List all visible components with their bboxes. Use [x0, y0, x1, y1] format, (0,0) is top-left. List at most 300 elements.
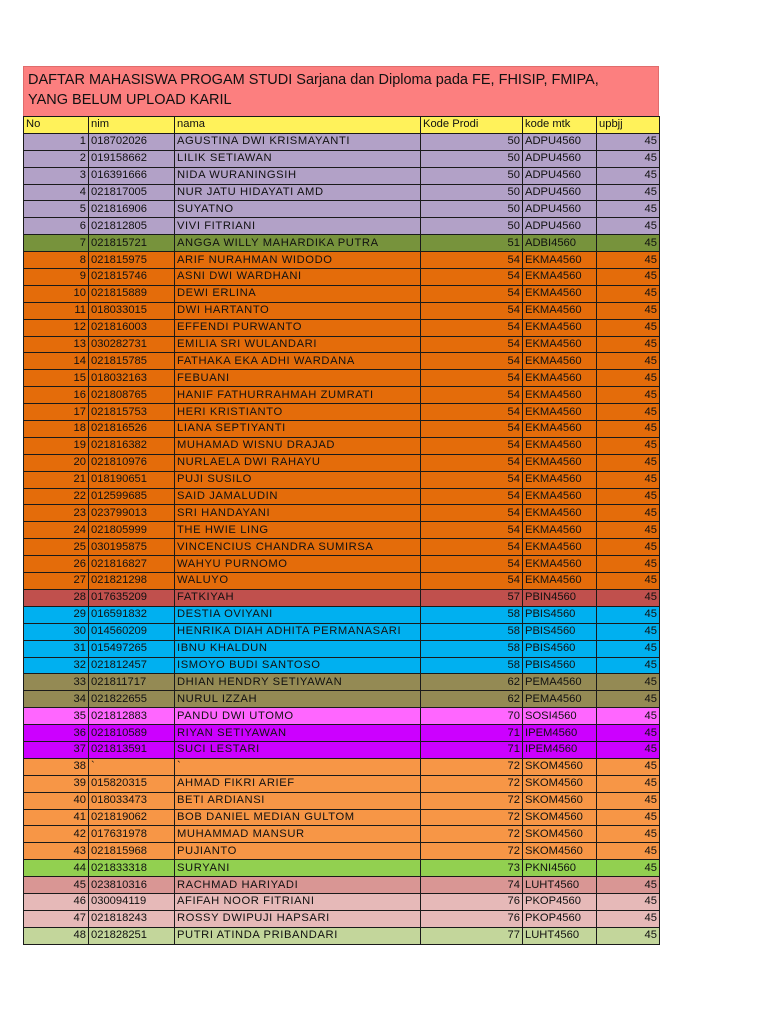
- cell-kode-mtk[interactable]: PBIS4560: [523, 657, 597, 674]
- cell-nama[interactable]: WAHYU PURNOMO: [175, 556, 421, 573]
- cell-upbjj[interactable]: 45: [597, 860, 660, 877]
- cell-upbjj[interactable]: 45: [597, 674, 660, 691]
- cell-nim[interactable]: 021816827: [89, 556, 175, 573]
- cell-no[interactable]: 15: [24, 370, 89, 387]
- cell-no[interactable]: 20: [24, 454, 89, 471]
- cell-kode-mtk[interactable]: EKMA4560: [523, 285, 597, 302]
- cell-nim[interactable]: 023799013: [89, 505, 175, 522]
- cell-kode-mtk[interactable]: EKMA4560: [523, 556, 597, 573]
- cell-kode-prodi[interactable]: 58: [421, 606, 523, 623]
- cell-no[interactable]: 16: [24, 387, 89, 404]
- header-no[interactable]: No: [24, 117, 89, 134]
- cell-nim[interactable]: 023810316: [89, 877, 175, 894]
- cell-no[interactable]: 38: [24, 758, 89, 775]
- cell-nama[interactable]: DEWI ERLINA: [175, 285, 421, 302]
- cell-no[interactable]: 37: [24, 741, 89, 758]
- cell-kode-mtk[interactable]: LUHT4560: [523, 927, 597, 944]
- cell-nim[interactable]: 016591832: [89, 606, 175, 623]
- cell-no[interactable]: 22: [24, 488, 89, 505]
- cell-kode-mtk[interactable]: ADPU4560: [523, 201, 597, 218]
- cell-nim[interactable]: 018032163: [89, 370, 175, 387]
- cell-nama[interactable]: RIYAN SETIYAWAN: [175, 725, 421, 742]
- cell-nim[interactable]: 021815753: [89, 404, 175, 421]
- cell-upbjj[interactable]: 45: [597, 792, 660, 809]
- cell-kode-mtk[interactable]: IPEM4560: [523, 741, 597, 758]
- table-row: [24, 319, 660, 336]
- cell-nim[interactable]: 021815968: [89, 843, 175, 860]
- cell-kode-mtk[interactable]: PBIS4560: [523, 640, 597, 657]
- cell-nim[interactable]: 015497265: [89, 640, 175, 657]
- cell-nim[interactable]: 021813591: [89, 741, 175, 758]
- cell-kode-mtk[interactable]: EKMA4560: [523, 252, 597, 269]
- cell-nama[interactable]: MUHAMAD WISNU DRAJAD: [175, 437, 421, 454]
- cell-no[interactable]: 46: [24, 893, 89, 910]
- cell-nim[interactable]: 021812805: [89, 218, 175, 235]
- cell-no[interactable]: 5: [24, 201, 89, 218]
- cell-nama[interactable]: VIVI FITRIANI: [175, 218, 421, 235]
- cell-kode-mtk[interactable]: PBIS4560: [523, 606, 597, 623]
- cell-kode-mtk[interactable]: EKMA4560: [523, 539, 597, 556]
- cell-kode-prodi[interactable]: 76: [421, 910, 523, 927]
- cell-no[interactable]: 2: [24, 150, 89, 167]
- cell-upbjj[interactable]: 45: [597, 437, 660, 454]
- cell-nim[interactable]: 021810976: [89, 454, 175, 471]
- cell-kode-mtk[interactable]: EKMA4560: [523, 319, 597, 336]
- cell-upbjj[interactable]: 45: [597, 640, 660, 657]
- sheet-title: [23, 66, 659, 116]
- cell-no[interactable]: 13: [24, 336, 89, 353]
- cell-upbjj[interactable]: 45: [597, 775, 660, 792]
- cell-upbjj[interactable]: 45: [597, 573, 660, 590]
- cell-kode-prodi[interactable]: 72: [421, 826, 523, 843]
- cell-nama[interactable]: SUCI LESTARI: [175, 741, 421, 758]
- cell-kode-mtk[interactable]: SKOM4560: [523, 758, 597, 775]
- cell-nim[interactable]: 021817005: [89, 184, 175, 201]
- cell-upbjj[interactable]: 45: [597, 758, 660, 775]
- cell-nama[interactable]: NUR JATU HIDAYATI AMD: [175, 184, 421, 201]
- cell-nama[interactable]: ROSSY DWIPUJI HAPSARI: [175, 910, 421, 927]
- cell-no[interactable]: 24: [24, 522, 89, 539]
- cell-nim[interactable]: 021815746: [89, 269, 175, 286]
- cell-kode-prodi[interactable]: 57: [421, 589, 523, 606]
- cell-no[interactable]: 25: [24, 539, 89, 556]
- cell-kode-mtk[interactable]: EKMA4560: [523, 505, 597, 522]
- cell-kode-mtk[interactable]: EKMA4560: [523, 573, 597, 590]
- cell-nama[interactable]: HENRIKA DIAH ADHITA PERMANASARI: [175, 623, 421, 640]
- cell-no[interactable]: 21: [24, 471, 89, 488]
- cell-kode-mtk[interactable]: EKMA4560: [523, 471, 597, 488]
- cell-nama[interactable]: VINCENCIUS CHANDRA SUMIRSA: [175, 539, 421, 556]
- cell-kode-mtk[interactable]: EKMA4560: [523, 404, 597, 421]
- cell-upbjj[interactable]: 45: [597, 708, 660, 725]
- cell-upbjj[interactable]: 45: [597, 336, 660, 353]
- cell-no[interactable]: 17: [24, 404, 89, 421]
- cell-kode-prodi[interactable]: 62: [421, 691, 523, 708]
- cell-nim[interactable]: 030282731: [89, 336, 175, 353]
- cell-nama[interactable]: HERI KRISTIANTO: [175, 404, 421, 421]
- cell-kode-prodi[interactable]: 54: [421, 471, 523, 488]
- cell-no[interactable]: 29: [24, 606, 89, 623]
- cell-no[interactable]: 31: [24, 640, 89, 657]
- cell-no[interactable]: 42: [24, 826, 89, 843]
- cell-no[interactable]: 33: [24, 674, 89, 691]
- cell-no[interactable]: 18: [24, 421, 89, 438]
- cell-kode-prodi[interactable]: 54: [421, 353, 523, 370]
- cell-kode-prodi[interactable]: 54: [421, 404, 523, 421]
- cell-upbjj[interactable]: 45: [597, 589, 660, 606]
- cell-upbjj[interactable]: 45: [597, 167, 660, 184]
- cell-kode-mtk[interactable]: IPEM4560: [523, 725, 597, 742]
- cell-nim[interactable]: 030195875: [89, 539, 175, 556]
- cell-upbjj[interactable]: 45: [597, 826, 660, 843]
- cell-nama[interactable]: `: [175, 758, 421, 775]
- cell-kode-prodi[interactable]: 50: [421, 218, 523, 235]
- cell-nim[interactable]: 021815721: [89, 235, 175, 252]
- cell-nim[interactable]: 018702026: [89, 133, 175, 150]
- cell-nim[interactable]: 021810589: [89, 725, 175, 742]
- cell-no[interactable]: 36: [24, 725, 89, 742]
- cell-upbjj[interactable]: 45: [597, 184, 660, 201]
- cell-upbjj[interactable]: 45: [597, 927, 660, 944]
- cell-nama[interactable]: SUYATNO: [175, 201, 421, 218]
- cell-nim[interactable]: 021811717: [89, 674, 175, 691]
- cell-nama[interactable]: THE HWIE LING: [175, 522, 421, 539]
- cell-upbjj[interactable]: 45: [597, 556, 660, 573]
- cell-kode-mtk[interactable]: SKOM4560: [523, 843, 597, 860]
- cell-kode-prodi[interactable]: 54: [421, 556, 523, 573]
- cell-nama[interactable]: AGUSTINA DWI KRISMAYANTI: [175, 133, 421, 150]
- cell-kode-mtk[interactable]: PEMA4560: [523, 691, 597, 708]
- cell-kode-prodi[interactable]: 50: [421, 201, 523, 218]
- cell-nim[interactable]: 018033015: [89, 302, 175, 319]
- cell-nama[interactable]: BOB DANIEL MEDIAN GULTOM: [175, 809, 421, 826]
- cell-upbjj[interactable]: 45: [597, 488, 660, 505]
- cell-kode-mtk[interactable]: SKOM4560: [523, 792, 597, 809]
- cell-nim[interactable]: 014560209: [89, 623, 175, 640]
- cell-nama[interactable]: DESTIA OVIYANI: [175, 606, 421, 623]
- cell-kode-prodi[interactable]: 54: [421, 387, 523, 404]
- cell-kode-mtk[interactable]: PKOP4560: [523, 893, 597, 910]
- cell-nim[interactable]: 021821298: [89, 573, 175, 590]
- cell-nama[interactable]: NIDA WURANINGSIH: [175, 167, 421, 184]
- cell-upbjj[interactable]: 45: [597, 454, 660, 471]
- cell-kode-prodi[interactable]: 54: [421, 437, 523, 454]
- cell-kode-prodi[interactable]: 54: [421, 488, 523, 505]
- cell-upbjj[interactable]: 45: [597, 606, 660, 623]
- cell-nama[interactable]: PUJI SUSILO: [175, 471, 421, 488]
- cell-nama[interactable]: EMILIA SRI WULANDARI: [175, 336, 421, 353]
- cell-nim[interactable]: `: [89, 758, 175, 775]
- cell-kode-prodi[interactable]: 50: [421, 184, 523, 201]
- cell-upbjj[interactable]: 45: [597, 353, 660, 370]
- cell-no[interactable]: 47: [24, 910, 89, 927]
- cell-upbjj[interactable]: 45: [597, 269, 660, 286]
- cell-no[interactable]: 44: [24, 860, 89, 877]
- table-row: [24, 674, 660, 691]
- cell-nim[interactable]: 021812883: [89, 708, 175, 725]
- cell-no[interactable]: 19: [24, 437, 89, 454]
- cell-kode-prodi[interactable]: 54: [421, 539, 523, 556]
- cell-kode-prodi[interactable]: 62: [421, 674, 523, 691]
- cell-upbjj[interactable]: 45: [597, 235, 660, 252]
- cell-nim[interactable]: 021805999: [89, 522, 175, 539]
- cell-kode-prodi[interactable]: 54: [421, 421, 523, 438]
- cell-upbjj[interactable]: 45: [597, 133, 660, 150]
- cell-upbjj[interactable]: 45: [597, 725, 660, 742]
- cell-kode-prodi[interactable]: 72: [421, 758, 523, 775]
- cell-upbjj[interactable]: 45: [597, 404, 660, 421]
- cell-nama[interactable]: BETI ARDIANSI: [175, 792, 421, 809]
- cell-no[interactable]: 11: [24, 302, 89, 319]
- cell-nim[interactable]: 021815785: [89, 353, 175, 370]
- cell-kode-mtk[interactable]: SKOM4560: [523, 826, 597, 843]
- cell-kode-prodi[interactable]: 77: [421, 927, 523, 944]
- cell-upbjj[interactable]: 45: [597, 201, 660, 218]
- cell-no[interactable]: 26: [24, 556, 89, 573]
- cell-upbjj[interactable]: 45: [597, 539, 660, 556]
- cell-nama[interactable]: LILIK SETIAWAN: [175, 150, 421, 167]
- cell-nim[interactable]: 017635209: [89, 589, 175, 606]
- cell-nim[interactable]: 030094119: [89, 893, 175, 910]
- cell-upbjj[interactable]: 45: [597, 843, 660, 860]
- header-nim[interactable]: nim: [89, 117, 175, 134]
- cell-kode-mtk[interactable]: EKMA4560: [523, 302, 597, 319]
- cell-kode-mtk[interactable]: SKOM4560: [523, 809, 597, 826]
- cell-nim[interactable]: 012599685: [89, 488, 175, 505]
- cell-no[interactable]: 32: [24, 657, 89, 674]
- cell-kode-mtk[interactable]: PKOP4560: [523, 910, 597, 927]
- cell-kode-prodi[interactable]: 54: [421, 370, 523, 387]
- cell-nim[interactable]: 018033473: [89, 792, 175, 809]
- cell-nim[interactable]: 021822655: [89, 691, 175, 708]
- cell-no[interactable]: 43: [24, 843, 89, 860]
- cell-kode-prodi[interactable]: 51: [421, 235, 523, 252]
- cell-nama[interactable]: WALUYO: [175, 573, 421, 590]
- header-kode-prodi[interactable]: Kode Prodi: [421, 117, 523, 134]
- cell-nim[interactable]: 021819062: [89, 809, 175, 826]
- cell-nim[interactable]: 021816526: [89, 421, 175, 438]
- cell-nim[interactable]: 021815975: [89, 252, 175, 269]
- cell-kode-mtk[interactable]: ADPU4560: [523, 150, 597, 167]
- cell-kode-mtk[interactable]: PKNI4560: [523, 860, 597, 877]
- cell-kode-mtk[interactable]: EKMA4560: [523, 437, 597, 454]
- cell-no[interactable]: 3: [24, 167, 89, 184]
- cell-kode-prodi[interactable]: 58: [421, 657, 523, 674]
- cell-kode-prodi[interactable]: 54: [421, 454, 523, 471]
- cell-upbjj[interactable]: 45: [597, 505, 660, 522]
- cell-no[interactable]: 10: [24, 285, 89, 302]
- cell-kode-mtk[interactable]: EKMA4560: [523, 488, 597, 505]
- cell-kode-prodi[interactable]: 54: [421, 336, 523, 353]
- cell-nim[interactable]: 021833318: [89, 860, 175, 877]
- cell-kode-prodi[interactable]: 72: [421, 843, 523, 860]
- header-upbjj[interactable]: upbjj: [597, 117, 660, 134]
- cell-nama[interactable]: ARIF NURAHMAN WIDODO: [175, 252, 421, 269]
- cell-kode-mtk[interactable]: PEMA4560: [523, 674, 597, 691]
- cell-kode-mtk[interactable]: SKOM4560: [523, 775, 597, 792]
- cell-no[interactable]: 6: [24, 218, 89, 235]
- cell-nim[interactable]: 017631978: [89, 826, 175, 843]
- cell-kode-prodi[interactable]: 72: [421, 792, 523, 809]
- cell-nama[interactable]: NURUL IZZAH: [175, 691, 421, 708]
- cell-nim[interactable]: 021808765: [89, 387, 175, 404]
- table-row: [24, 505, 660, 522]
- cell-upbjj[interactable]: 45: [597, 150, 660, 167]
- cell-kode-prodi[interactable]: 72: [421, 809, 523, 826]
- cell-nama[interactable]: FATKIYAH: [175, 589, 421, 606]
- cell-upbjj[interactable]: 45: [597, 809, 660, 826]
- cell-kode-prodi[interactable]: 72: [421, 775, 523, 792]
- cell-kode-prodi[interactable]: 50: [421, 133, 523, 150]
- cell-kode-mtk[interactable]: LUHT4560: [523, 877, 597, 894]
- cell-upbjj[interactable]: 45: [597, 741, 660, 758]
- cell-nama[interactable]: NURLAELA DWI RAHAYU: [175, 454, 421, 471]
- cell-no[interactable]: 28: [24, 589, 89, 606]
- cell-nim[interactable]: 021816382: [89, 437, 175, 454]
- cell-nama[interactable]: FEBUANI: [175, 370, 421, 387]
- cell-no[interactable]: 27: [24, 573, 89, 590]
- cell-kode-prodi[interactable]: 54: [421, 302, 523, 319]
- header-kode-mtk[interactable]: kode mtk: [523, 117, 597, 134]
- cell-upbjj[interactable]: 45: [597, 252, 660, 269]
- cell-nama[interactable]: PANDU DWI UTOMO: [175, 708, 421, 725]
- cell-kode-mtk[interactable]: ADPU4560: [523, 184, 597, 201]
- cell-upbjj[interactable]: 45: [597, 623, 660, 640]
- cell-kode-mtk[interactable]: PBIN4560: [523, 589, 597, 606]
- cell-nim[interactable]: 019158662: [89, 150, 175, 167]
- cell-upbjj[interactable]: 45: [597, 691, 660, 708]
- table-row: [24, 691, 660, 708]
- cell-kode-mtk[interactable]: EKMA4560: [523, 454, 597, 471]
- cell-kode-prodi[interactable]: 70: [421, 708, 523, 725]
- cell-nim[interactable]: 021816003: [89, 319, 175, 336]
- cell-kode-prodi[interactable]: 54: [421, 505, 523, 522]
- cell-kode-prodi[interactable]: 71: [421, 725, 523, 742]
- cell-kode-mtk[interactable]: ADPU4560: [523, 218, 597, 235]
- cell-upbjj[interactable]: 45: [597, 370, 660, 387]
- cell-nama[interactable]: SURYANI: [175, 860, 421, 877]
- cell-upbjj[interactable]: 45: [597, 285, 660, 302]
- cell-nama[interactable]: ISMOYO BUDI SANTOSO: [175, 657, 421, 674]
- cell-kode-mtk[interactable]: ADBI4560: [523, 235, 597, 252]
- cell-kode-prodi[interactable]: 54: [421, 285, 523, 302]
- cell-nama[interactable]: RACHMAD HARIYADI: [175, 877, 421, 894]
- cell-upbjj[interactable]: 45: [597, 522, 660, 539]
- cell-no[interactable]: 12: [24, 319, 89, 336]
- cell-nama[interactable]: IBNU KHALDUN: [175, 640, 421, 657]
- cell-no[interactable]: 7: [24, 235, 89, 252]
- cell-kode-prodi[interactable]: 58: [421, 623, 523, 640]
- cell-no[interactable]: 1: [24, 133, 89, 150]
- cell-nama[interactable]: ASNI DWI WARDHANI: [175, 269, 421, 286]
- cell-nama[interactable]: SRI HANDAYANI: [175, 505, 421, 522]
- cell-nim[interactable]: 015820315: [89, 775, 175, 792]
- cell-kode-prodi[interactable]: 71: [421, 741, 523, 758]
- cell-kode-prodi[interactable]: 54: [421, 573, 523, 590]
- cell-kode-prodi[interactable]: 54: [421, 522, 523, 539]
- cell-no[interactable]: 45: [24, 877, 89, 894]
- cell-kode-prodi[interactable]: 73: [421, 860, 523, 877]
- cell-nim[interactable]: 018190651: [89, 471, 175, 488]
- cell-upbjj[interactable]: 45: [597, 471, 660, 488]
- cell-no[interactable]: 35: [24, 708, 89, 725]
- cell-upbjj[interactable]: 45: [597, 218, 660, 235]
- cell-nama[interactable]: PUJIANTO: [175, 843, 421, 860]
- cell-kode-prodi[interactable]: 50: [421, 150, 523, 167]
- cell-kode-mtk[interactable]: PBIS4560: [523, 623, 597, 640]
- cell-upbjj[interactable]: 45: [597, 387, 660, 404]
- cell-nama[interactable]: DWI HARTANTO: [175, 302, 421, 319]
- cell-no[interactable]: 9: [24, 269, 89, 286]
- cell-no[interactable]: 40: [24, 792, 89, 809]
- cell-nama[interactable]: MUHAMMAD MANSUR: [175, 826, 421, 843]
- cell-kode-mtk[interactable]: EKMA4560: [523, 336, 597, 353]
- cell-kode-mtk[interactable]: SOSI4560: [523, 708, 597, 725]
- cell-nim[interactable]: 021812457: [89, 657, 175, 674]
- cell-kode-mtk[interactable]: EKMA4560: [523, 269, 597, 286]
- cell-upbjj[interactable]: 45: [597, 657, 660, 674]
- cell-nim[interactable]: 016391666: [89, 167, 175, 184]
- cell-upbjj[interactable]: 45: [597, 319, 660, 336]
- cell-no[interactable]: 4: [24, 184, 89, 201]
- cell-nim[interactable]: 021818243: [89, 910, 175, 927]
- cell-kode-mtk[interactable]: EKMA4560: [523, 370, 597, 387]
- cell-no[interactable]: 39: [24, 775, 89, 792]
- cell-nama[interactable]: PUTRI ATINDA PRIBANDARI: [175, 927, 421, 944]
- cell-upbjj[interactable]: 45: [597, 910, 660, 927]
- cell-nama[interactable]: AHMAD FIKRI ARIEF: [175, 775, 421, 792]
- cell-kode-mtk[interactable]: ADPU4560: [523, 167, 597, 184]
- cell-no[interactable]: 8: [24, 252, 89, 269]
- cell-no[interactable]: 34: [24, 691, 89, 708]
- cell-no[interactable]: 14: [24, 353, 89, 370]
- cell-nama[interactable]: ANGGA WILLY MAHARDIKA PUTRA: [175, 235, 421, 252]
- cell-kode-prodi[interactable]: 74: [421, 877, 523, 894]
- cell-kode-mtk[interactable]: ADPU4560: [523, 133, 597, 150]
- cell-nim[interactable]: 021828251: [89, 927, 175, 944]
- header-nama[interactable]: nama: [175, 117, 421, 134]
- cell-kode-mtk[interactable]: EKMA4560: [523, 421, 597, 438]
- cell-nama[interactable]: DHIAN HENDRY SETIYAWAN: [175, 674, 421, 691]
- cell-nim[interactable]: 021815889: [89, 285, 175, 302]
- cell-kode-prodi[interactable]: 58: [421, 640, 523, 657]
- cell-upbjj[interactable]: 45: [597, 893, 660, 910]
- cell-kode-prodi[interactable]: 76: [421, 893, 523, 910]
- cell-nama[interactable]: FATHAKA EKA ADHI WARDANA: [175, 353, 421, 370]
- cell-nama[interactable]: EFFENDI PURWANTO: [175, 319, 421, 336]
- cell-upbjj[interactable]: 45: [597, 421, 660, 438]
- cell-kode-prodi[interactable]: 54: [421, 269, 523, 286]
- cell-nama[interactable]: HANIF FATHURRAHMAH ZUMRATI: [175, 387, 421, 404]
- cell-no[interactable]: 30: [24, 623, 89, 640]
- cell-kode-mtk[interactable]: EKMA4560: [523, 387, 597, 404]
- cell-kode-mtk[interactable]: EKMA4560: [523, 522, 597, 539]
- cell-no[interactable]: 48: [24, 927, 89, 944]
- cell-nim[interactable]: 021816906: [89, 201, 175, 218]
- cell-upbjj[interactable]: 45: [597, 302, 660, 319]
- cell-nama[interactable]: SAID JAMALUDIN: [175, 488, 421, 505]
- cell-no[interactable]: 23: [24, 505, 89, 522]
- cell-nama[interactable]: LIANA SEPTIYANTI: [175, 421, 421, 438]
- cell-kode-prodi[interactable]: 54: [421, 319, 523, 336]
- cell-kode-mtk[interactable]: EKMA4560: [523, 353, 597, 370]
- cell-upbjj[interactable]: 45: [597, 877, 660, 894]
- table-row: [24, 927, 660, 944]
- cell-nama[interactable]: AFIFAH NOOR FITRIANI: [175, 893, 421, 910]
- cell-no[interactable]: 41: [24, 809, 89, 826]
- cell-kode-prodi[interactable]: 54: [421, 252, 523, 269]
- cell-kode-prodi[interactable]: 50: [421, 167, 523, 184]
